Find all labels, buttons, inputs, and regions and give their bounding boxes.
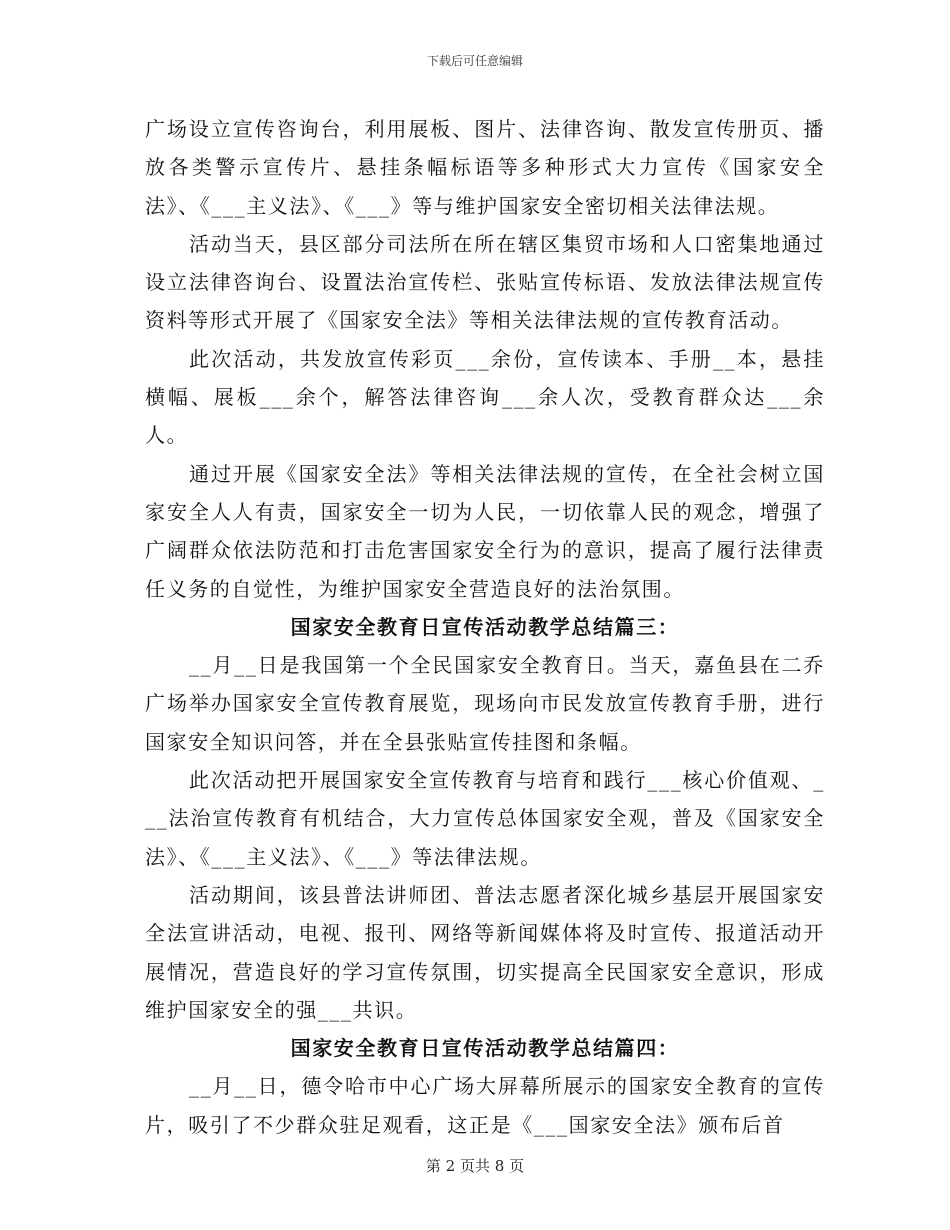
section-heading-3: 国家安全教育日宣传活动教学总结篇三： [290, 614, 680, 639]
paragraph-1: 广场设立宣传咨询台，利用展板、图片、法律咨询、散发宣传册页、播放各类警示宣传片、悬挂条幅标语等多种形式大力宣传《国家安全法》、《___主义法》、《___》等与维护国家安全密切相关法律法规。 [145, 117, 825, 218]
header-note: 下载后可任意编辑 [426, 54, 523, 68]
page-number: 第 2 页共 8 页 [425, 1157, 525, 1175]
paragraph-6: 此次活动把开展国家安全宣传教育与培育和践行___核心价值观、___法治宣传教育有机结合，大力宣传总体国家安全观，普及《国家安全法》、《___主义法》、《___》等法律法规。 [145, 768, 825, 869]
paragraph-2: 活动当天，县区部分司法所在所在辖区集贸市场和人口密集地通过设立法律咨询台、设置法治宣传栏、张贴宣传标语、发放法律法规宣传资料等形式开展了《国家安全法》等相关法律法规的宣传教育活动。 [145, 231, 825, 333]
paragraph-3: 此次活动，共发放宣传彩页___余份，宣传读本、手册__本，悬挂横幅、展板___余个，解答法律咨询___余人次，受教育群众达___余人。 [145, 346, 825, 448]
paragraph-8: __月__日，德令哈市中心广场大屏幕所展示的国家安全教育的宣传片，吸引了不少群众驻足观看，这正是《___国家安全法》颁布后首 [145, 1074, 825, 1137]
paragraph-7: 活动期间，该县普法讲师团、普法志愿者深化城乡基层开展国家安全法宣讲活动，电视、报刊、网络等新闻媒体将及时宣传、报道活动开展情况，营造良好的学习宣传氛围，切实提高全民国家安全意识，形成维护国家安全的强___共识。 [145, 882, 825, 1022]
section-heading-4: 国家安全教育日宣传活动教学总结篇四： [290, 1036, 680, 1061]
paragraph-5: __月__日是我国第一个全民国家安全教育日。当天，嘉鱼县在二乔广场举办国家安全宣传教育展览，现场向市民发放宣传教育手册，进行国家安全知识问答，并在全县张贴宣传挂图和条幅。 [145, 653, 825, 754]
document-body [145, 110, 825, 1144]
paragraph-4: 通过开展《国家安全法》等相关法律法规的宣传，在全社会树立国家安全人人有责，国家安全一切为人民，一切依靠人民的观念，增强了广阔群众依法防范和打击危害国家安全行为的意识，提高了履行法律责任义务的自觉性，为维护国家安全营造良好的法治氛围。 [145, 461, 825, 601]
